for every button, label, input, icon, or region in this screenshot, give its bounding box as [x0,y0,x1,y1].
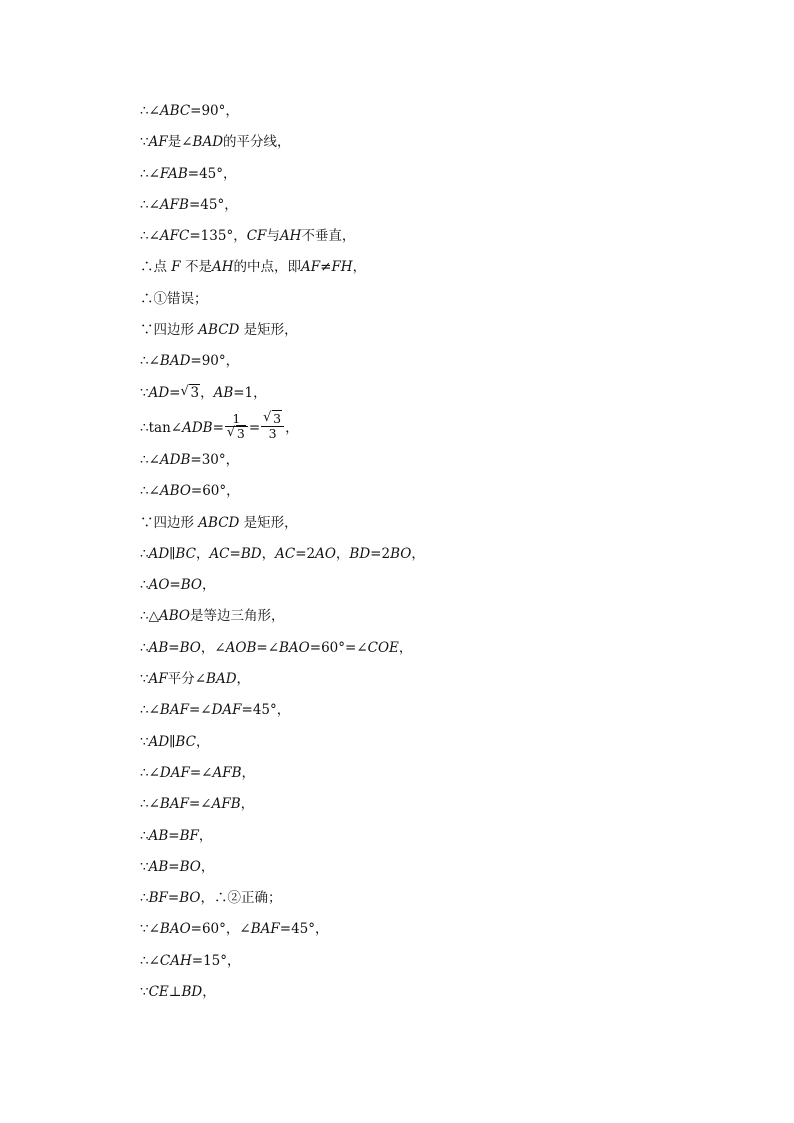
text-segment: ， [352,259,367,276]
math-variable: CE [148,984,169,1001]
fraction [225,412,248,441]
math-variable: AF [148,671,168,688]
text-segment: ∥ [169,545,176,562]
text-segment: ∵∠ [140,921,160,938]
radical-sign: √ [226,424,236,440]
text-segment: ， [236,671,251,688]
text-segment: 是矩形， [239,322,298,339]
text-segment: ， [398,639,413,656]
text-segment: =90°， [190,103,239,119]
text-segment: ∴①错误； [140,290,208,307]
text-segment: ∴ [140,577,149,594]
sqrt-expression [180,382,200,404]
text-segment: 平分∠ [167,671,207,688]
text-segment: = [169,577,181,594]
math-variable: AB [213,384,234,401]
math-variable: ABO [158,608,190,625]
text-segment: ∴∠ [140,952,160,969]
math-variable: AC [275,545,296,562]
math-variable: BF [148,890,168,907]
text-segment: ∴∠ [140,353,160,370]
text-segment: ∵ [140,671,149,688]
math-variable: ADB [182,419,213,436]
proof-line [140,574,700,605]
text-segment: = [168,827,180,844]
text-segment: = [229,545,241,562]
math-variable: BAD [192,134,224,151]
math-variable: AFB [159,196,189,213]
text-segment: ∵四边形 [140,514,199,531]
text-segment: 不是 [180,259,212,276]
text-segment: =60°，∠ [190,921,251,938]
math-variable: AC [209,545,230,562]
text-segment: = [169,384,181,401]
text-segment: = [167,890,180,907]
math-variable: ABC [159,103,191,119]
text-segment: =∠ [189,764,213,781]
text-segment: ∴ [140,639,149,656]
math-variable: ABCD [198,322,240,339]
math-variable: F [171,259,181,276]
math-variable: BD [181,984,203,1001]
proof-line [140,512,700,543]
math-variable: DAF [159,764,190,781]
math-variable: ABCD [198,514,240,531]
text-segment: ， [241,764,256,781]
math-variable: BAF [159,796,189,813]
text-segment: =45°， [279,921,329,938]
radical-sign: √ [263,409,272,425]
proof-line [140,350,700,381]
proof-line [140,731,700,762]
text-segment: ， [195,545,210,562]
proof-line [140,605,700,636]
text-segment: ∵ [140,384,149,401]
math-variable: AF [301,259,321,276]
math-variable: BC [175,545,196,562]
math-variable: BO [180,577,202,594]
math-variable: BAF [159,702,189,719]
text-segment: = [248,419,261,436]
math-variable: BAO [279,639,310,656]
text-segment: ， [198,827,213,844]
math-variable: BAF [250,921,280,938]
text-segment: ， [335,545,350,562]
text-segment: ， [201,577,216,594]
radicand: 3 [273,410,282,426]
proof-line [140,918,700,949]
text-segment: ∴ [140,827,149,844]
math-variable: ABO [159,483,191,500]
proof-line [140,887,700,918]
text-segment: =30°， [190,451,240,468]
text-segment: ∴∠ [140,196,160,213]
text-segment: =∠ [256,639,280,656]
math-variable: AD [148,733,170,750]
math-variable: AH [279,228,302,245]
text-segment: ， [202,984,216,1001]
text-segment: ∵ [140,733,149,750]
math-variable: CF [246,228,267,245]
text-segment: ∵四边形 [140,322,199,339]
fraction-numerator: 1 [225,412,248,427]
proof-line [140,637,700,668]
text-segment: ∴∠ [140,483,160,500]
math-variable: CAH [159,952,192,969]
proof-line [140,981,700,1012]
proof-line [140,194,700,225]
proof-line [140,100,700,131]
math-variable: BO [390,545,412,562]
text-segment: ， [285,419,299,436]
math-variable: AD [148,545,170,562]
text-segment: = [212,419,224,436]
text-segment: =45°， [187,165,237,182]
proof-line [140,950,700,981]
text-segment: =2 [370,545,391,562]
sqrt-expression [226,424,246,441]
math-variable: AB [148,827,169,844]
proof-line [140,449,700,480]
math-variable: BO [179,858,201,875]
text-segment: ∴∠ [140,796,160,813]
math-variable: AO [148,577,170,594]
text-segment: = [168,858,180,875]
radicand: 3 [236,425,245,441]
text-segment: 是矩形， [239,514,298,531]
text-segment: =135°， [189,228,247,245]
proof-line [140,825,700,856]
proof-line [140,319,700,350]
math-variable: BD [240,545,262,562]
text-segment: ≠ [320,259,332,276]
proof-line [140,409,700,449]
math-variable: AB [148,639,169,656]
text-segment: ∴∠ [140,228,160,245]
text-segment: 的平分线， [223,134,291,151]
proof-line [140,382,700,413]
text-segment: 不垂直， [301,228,356,245]
text-segment: 与 [266,228,280,245]
math-variable: COE [367,639,399,656]
radicand: 3 [190,384,200,401]
proof-line [140,480,700,511]
fraction [261,409,284,441]
proof-line [140,762,700,793]
text-segment: ∵ [140,984,149,1001]
text-segment: =90°， [190,353,240,370]
math-variable: BD [349,545,371,562]
math-variable: BAD [159,353,191,370]
text-segment: ∴∠ [140,165,160,182]
text-segment: ∴ [140,890,149,907]
text-segment: =45°， [241,702,291,719]
math-variable: AF [148,134,168,151]
text-segment: ， [411,545,425,562]
math-variable: BAO [159,921,191,938]
math-variable: AFC [159,228,190,245]
text-segment: ∵ [140,134,149,151]
fraction-denominator [225,424,248,441]
fraction-denominator: 3 [268,425,277,441]
math-variable: AB [148,858,169,875]
text-segment: ∴∠ [140,451,160,468]
proof-line [140,225,700,256]
text-segment: ， [261,545,276,562]
math-variable: DAF [211,702,242,719]
math-variable: AH [211,259,234,276]
proof-line [140,163,700,194]
proof-line [140,856,700,887]
proof-line [140,131,700,162]
text-segment: ∵ [140,858,149,875]
solution-text [140,100,700,1012]
text-segment: ∴tan∠ [140,419,183,436]
text-segment: ∴∠ [140,764,160,781]
proof-line [140,699,700,730]
math-variable: BAD [206,671,237,688]
proof-line [140,543,700,574]
proof-line [140,288,700,319]
text-segment: ， [200,858,215,875]
math-variable: FH [331,259,353,276]
text-segment: ， [240,796,255,813]
text-segment: =45°， [188,196,238,213]
math-variable: AO [315,545,336,562]
math-variable: AOB [225,639,257,656]
text-segment: ∴点 [140,259,172,276]
proof-line [140,793,700,824]
math-variable: AD [148,384,170,401]
text-segment: ⊥ [168,984,182,1001]
text-segment: =15°， [191,952,241,969]
text-segment: ∥ [169,733,176,750]
radical-sign: √ [180,383,189,399]
proof-line [140,668,700,699]
text-segment: ∴∠ [140,103,160,119]
math-variable: BO [179,639,201,656]
math-variable: BF [179,827,199,844]
text-segment: 是等边三角形， [189,608,285,625]
math-variable: FAB [159,165,188,182]
text-segment: ∴△ [140,608,159,625]
text-segment: 是∠ [167,134,193,151]
text-segment: = [168,639,180,656]
text-segment: ，∠ [200,639,226,656]
fraction-numerator [261,409,284,427]
text-segment: ， [195,733,210,750]
math-variable: AFB [212,764,242,781]
text-segment: ∴∠ [140,702,160,719]
text-segment: =2 [295,545,316,562]
text-segment: ，∴②正确； [200,890,282,907]
text-segment: =∠ [188,702,212,719]
text-segment: ∴ [140,545,149,562]
math-variable: AFB [211,796,241,813]
text-segment: =1， [233,384,267,401]
text-segment: ， [200,384,214,401]
math-variable: BO [179,890,201,907]
sqrt-expression [263,409,282,426]
text-segment: 的中点，即 [233,259,301,276]
proof-line [140,256,700,287]
math-variable: ADB [159,451,191,468]
text-segment: =60°， [190,483,240,500]
text-segment: =∠ [188,796,212,813]
math-variable: BC [175,733,196,750]
text-segment: =60°=∠ [309,639,368,656]
